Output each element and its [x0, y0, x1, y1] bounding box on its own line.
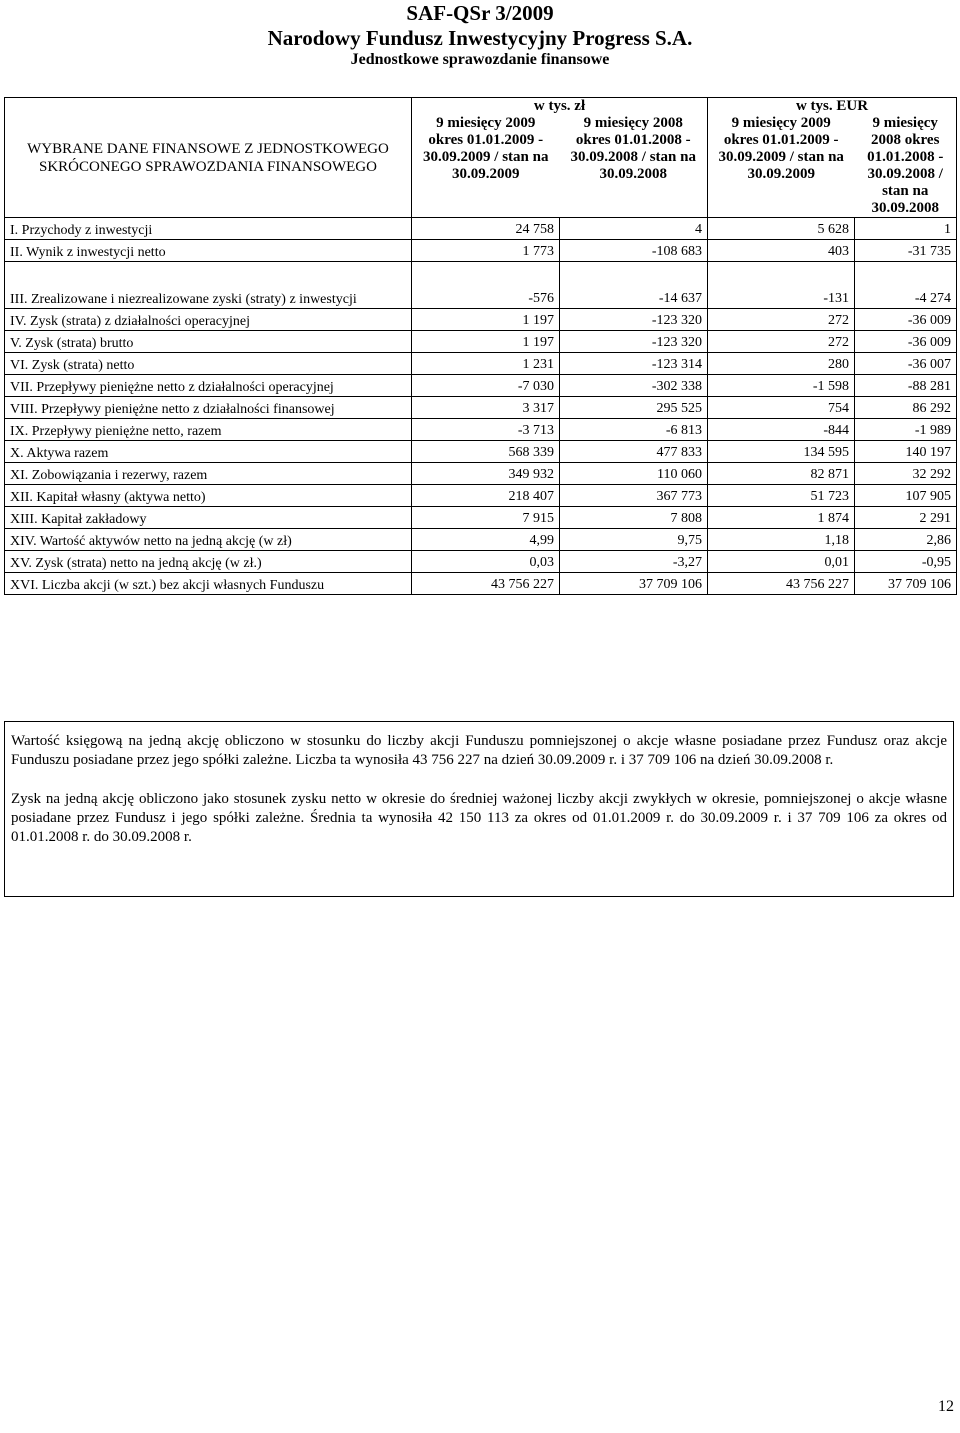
cell-value: -4 274: [855, 262, 957, 309]
cell-value: 754: [708, 397, 855, 419]
table-row: [5, 507, 957, 529]
cell-value: 107 905: [855, 485, 957, 507]
cell-value: 134 595: [708, 441, 855, 463]
cell-value: 86 292: [855, 397, 957, 419]
cell-value: -88 281: [855, 375, 957, 397]
table-row: [5, 218, 957, 240]
row-label: XIII. Kapitał zakładowy: [5, 507, 412, 529]
cell-value: 37 709 106: [560, 573, 708, 595]
row-label: VIII. Przepływy pieniężne netto z działalności finansowej: [5, 397, 412, 419]
cell-value: -0,95: [855, 551, 957, 573]
table-row: [5, 485, 957, 507]
row-label: I. Przychody z inwestycji: [5, 218, 412, 240]
table-row: [5, 529, 957, 551]
cell-value: 7 915: [412, 507, 560, 529]
company-name: Narodowy Fundusz Inwestycyjny Progress S.A.: [267, 26, 693, 50]
column-header-eur-2008: 9 miesięcy 2008 okres 01.01.2008 - 30.09.2008 / stan na 30.09.2008: [867, 115, 944, 216]
cell-value: 43 756 227: [412, 573, 560, 595]
report-code: SAF-QSr 3/2009: [406, 1, 554, 25]
cell-value: -844: [708, 419, 855, 441]
table-row: [5, 309, 957, 331]
cell-value: 1: [855, 218, 957, 240]
column-header-pln-2008: 9 miesięcy 2008 okres 01.01.2008 - 30.09.2008 / stan na 30.09.2008: [570, 115, 696, 182]
row-label: V. Zysk (strata) brutto: [5, 331, 412, 353]
header-pln-group: [412, 98, 708, 218]
row-label: IX. Przepływy pieniężne netto, razem: [5, 419, 412, 441]
table-row: [5, 375, 957, 397]
row-label: VII. Przepływy pieniężne netto z działalności operacyjnej: [5, 375, 412, 397]
cell-value: 1 773: [412, 240, 560, 262]
cell-value: 7 808: [560, 507, 708, 529]
table-row: [5, 551, 957, 573]
cell-value: -36 007: [855, 353, 957, 375]
table-title: WYBRANE DANE FINANSOWE Z JEDNOSTKOWEGO SKRÓCONEGO SPRAWOZDANIA FINANSOWEGO: [5, 98, 412, 218]
cell-value: 1 197: [412, 331, 560, 353]
row-label: X. Aktywa razem: [5, 441, 412, 463]
notes-box: [4, 721, 954, 897]
row-label: II. Wynik z inwestycji netto: [5, 240, 412, 262]
unit-pln: w tys. zł: [533, 98, 586, 114]
row-label: XI. Zobowiązania i rezerwy, razem: [5, 463, 412, 485]
cell-value: -123 314: [560, 353, 708, 375]
row-label: XVI. Liczba akcji (w szt.) bez akcji własnych Funduszu: [5, 573, 412, 595]
cell-value: -36 009: [855, 309, 957, 331]
cell-value: 140 197: [855, 441, 957, 463]
cell-value: -123 320: [560, 309, 708, 331]
report-subtitle: Jednostkowe sprawozdanie finansowe: [350, 51, 610, 68]
cell-value: 349 932: [412, 463, 560, 485]
column-header-pln-2009: 9 miesięcy 2009 okres 01.01.2009 - 30.09.2009 / stan na 30.09.2009: [423, 115, 549, 182]
row-label: III. Zrealizowane i niezrealizowane zyski (straty) z inwestycji: [5, 262, 412, 309]
cell-value: 295 525: [560, 397, 708, 419]
column-header-eur-2009: 9 miesięcy 2009 okres 01.01.2009 - 30.09.2009 / stan na 30.09.2009: [718, 115, 844, 182]
cell-value: -302 338: [560, 375, 708, 397]
cell-value: 0,03: [412, 551, 560, 573]
cell-value: 1 874: [708, 507, 855, 529]
cell-value: 9,75: [560, 529, 708, 551]
cell-value: 2 291: [855, 507, 957, 529]
row-label: XV. Zysk (strata) netto na jedną akcję (w zł.): [5, 551, 412, 573]
cell-value: -36 009: [855, 331, 957, 353]
note-book-value: Wartość księgową na jedną akcję obliczono w stosunku do liczby akcji Funduszu pomniejszonej o akcje własne posiadane przez Fundusz oraz akcje Funduszu posiadane przez jego spółki zależne. Liczba ta wynosiła 43 756 227 na dzień 30.09.2009 r. i 37 709 106 na dzień 30.09.2008 r.: [11, 733, 947, 768]
financial-data-table: [4, 97, 957, 595]
cell-value: 477 833: [560, 441, 708, 463]
cell-value: 51 723: [708, 485, 855, 507]
cell-value: 3 317: [412, 397, 560, 419]
table-row: [5, 441, 957, 463]
cell-value: 218 407: [412, 485, 560, 507]
cell-value: -14 637: [560, 262, 708, 309]
cell-value: -131: [708, 262, 855, 309]
cell-value: -1 598: [708, 375, 855, 397]
cell-value: 4,99: [412, 529, 560, 551]
cell-value: -1 989: [855, 419, 957, 441]
cell-value: 4: [560, 218, 708, 240]
cell-value: -576: [412, 262, 560, 309]
row-label: XIV. Wartość aktywów netto na jedną akcję (w zł): [5, 529, 412, 551]
cell-value: 272: [708, 331, 855, 353]
cell-value: 1 197: [412, 309, 560, 331]
cell-value: -6 813: [560, 419, 708, 441]
cell-value: 2,86: [855, 529, 957, 551]
cell-value: 24 758: [412, 218, 560, 240]
unit-eur: w tys. EUR: [795, 98, 869, 114]
cell-value: 5 628: [708, 218, 855, 240]
cell-value: 37 709 106: [855, 573, 957, 595]
cell-value: 272: [708, 309, 855, 331]
cell-value: 43 756 227: [708, 573, 855, 595]
cell-value: 110 060: [560, 463, 708, 485]
cell-value: 280: [708, 353, 855, 375]
row-label: IV. Zysk (strata) z działalności operacyjnej: [5, 309, 412, 331]
table-row: [5, 262, 957, 309]
note-earnings-per-share: Zysk na jedną akcję obliczono jako stosunek zysku netto w okresie do średniej ważonej liczby akcji zwykłych w okresie, pomniejszonej o akcje własne posiadane przez Fundusz i jego spółki zależne. Średnia ta wynosiła 42 150 113 za okres od 01.01.2009 r. do 30.09.2009 r. i 37 709 106 za okres od 01.01.2008 r. do 30.09.2008 r.: [11, 791, 947, 845]
page-number: 12: [938, 1398, 954, 1415]
cell-value: 1,18: [708, 529, 855, 551]
table-row: [5, 240, 957, 262]
cell-value: 403: [708, 240, 855, 262]
table-row: [5, 353, 957, 375]
table-row: [5, 419, 957, 441]
table-row: [5, 331, 957, 353]
cell-value: -108 683: [560, 240, 708, 262]
cell-value: -3,27: [560, 551, 708, 573]
cell-value: 1 231: [412, 353, 560, 375]
row-label: VI. Zysk (strata) netto: [5, 353, 412, 375]
table-row: [5, 463, 957, 485]
cell-value: 32 292: [855, 463, 957, 485]
cell-value: -7 030: [412, 375, 560, 397]
cell-value: -123 320: [560, 331, 708, 353]
cell-value: 568 339: [412, 441, 560, 463]
cell-value: 0,01: [708, 551, 855, 573]
header-eur-group: [708, 98, 957, 218]
row-label: XII. Kapitał własny (aktywa netto): [5, 485, 412, 507]
cell-value: 367 773: [560, 485, 708, 507]
cell-value: -3 713: [412, 419, 560, 441]
cell-value: 82 871: [708, 463, 855, 485]
table-row: [5, 397, 957, 419]
table-header-row: [5, 98, 957, 218]
cell-value: -31 735: [855, 240, 957, 262]
table-row: [5, 573, 957, 595]
